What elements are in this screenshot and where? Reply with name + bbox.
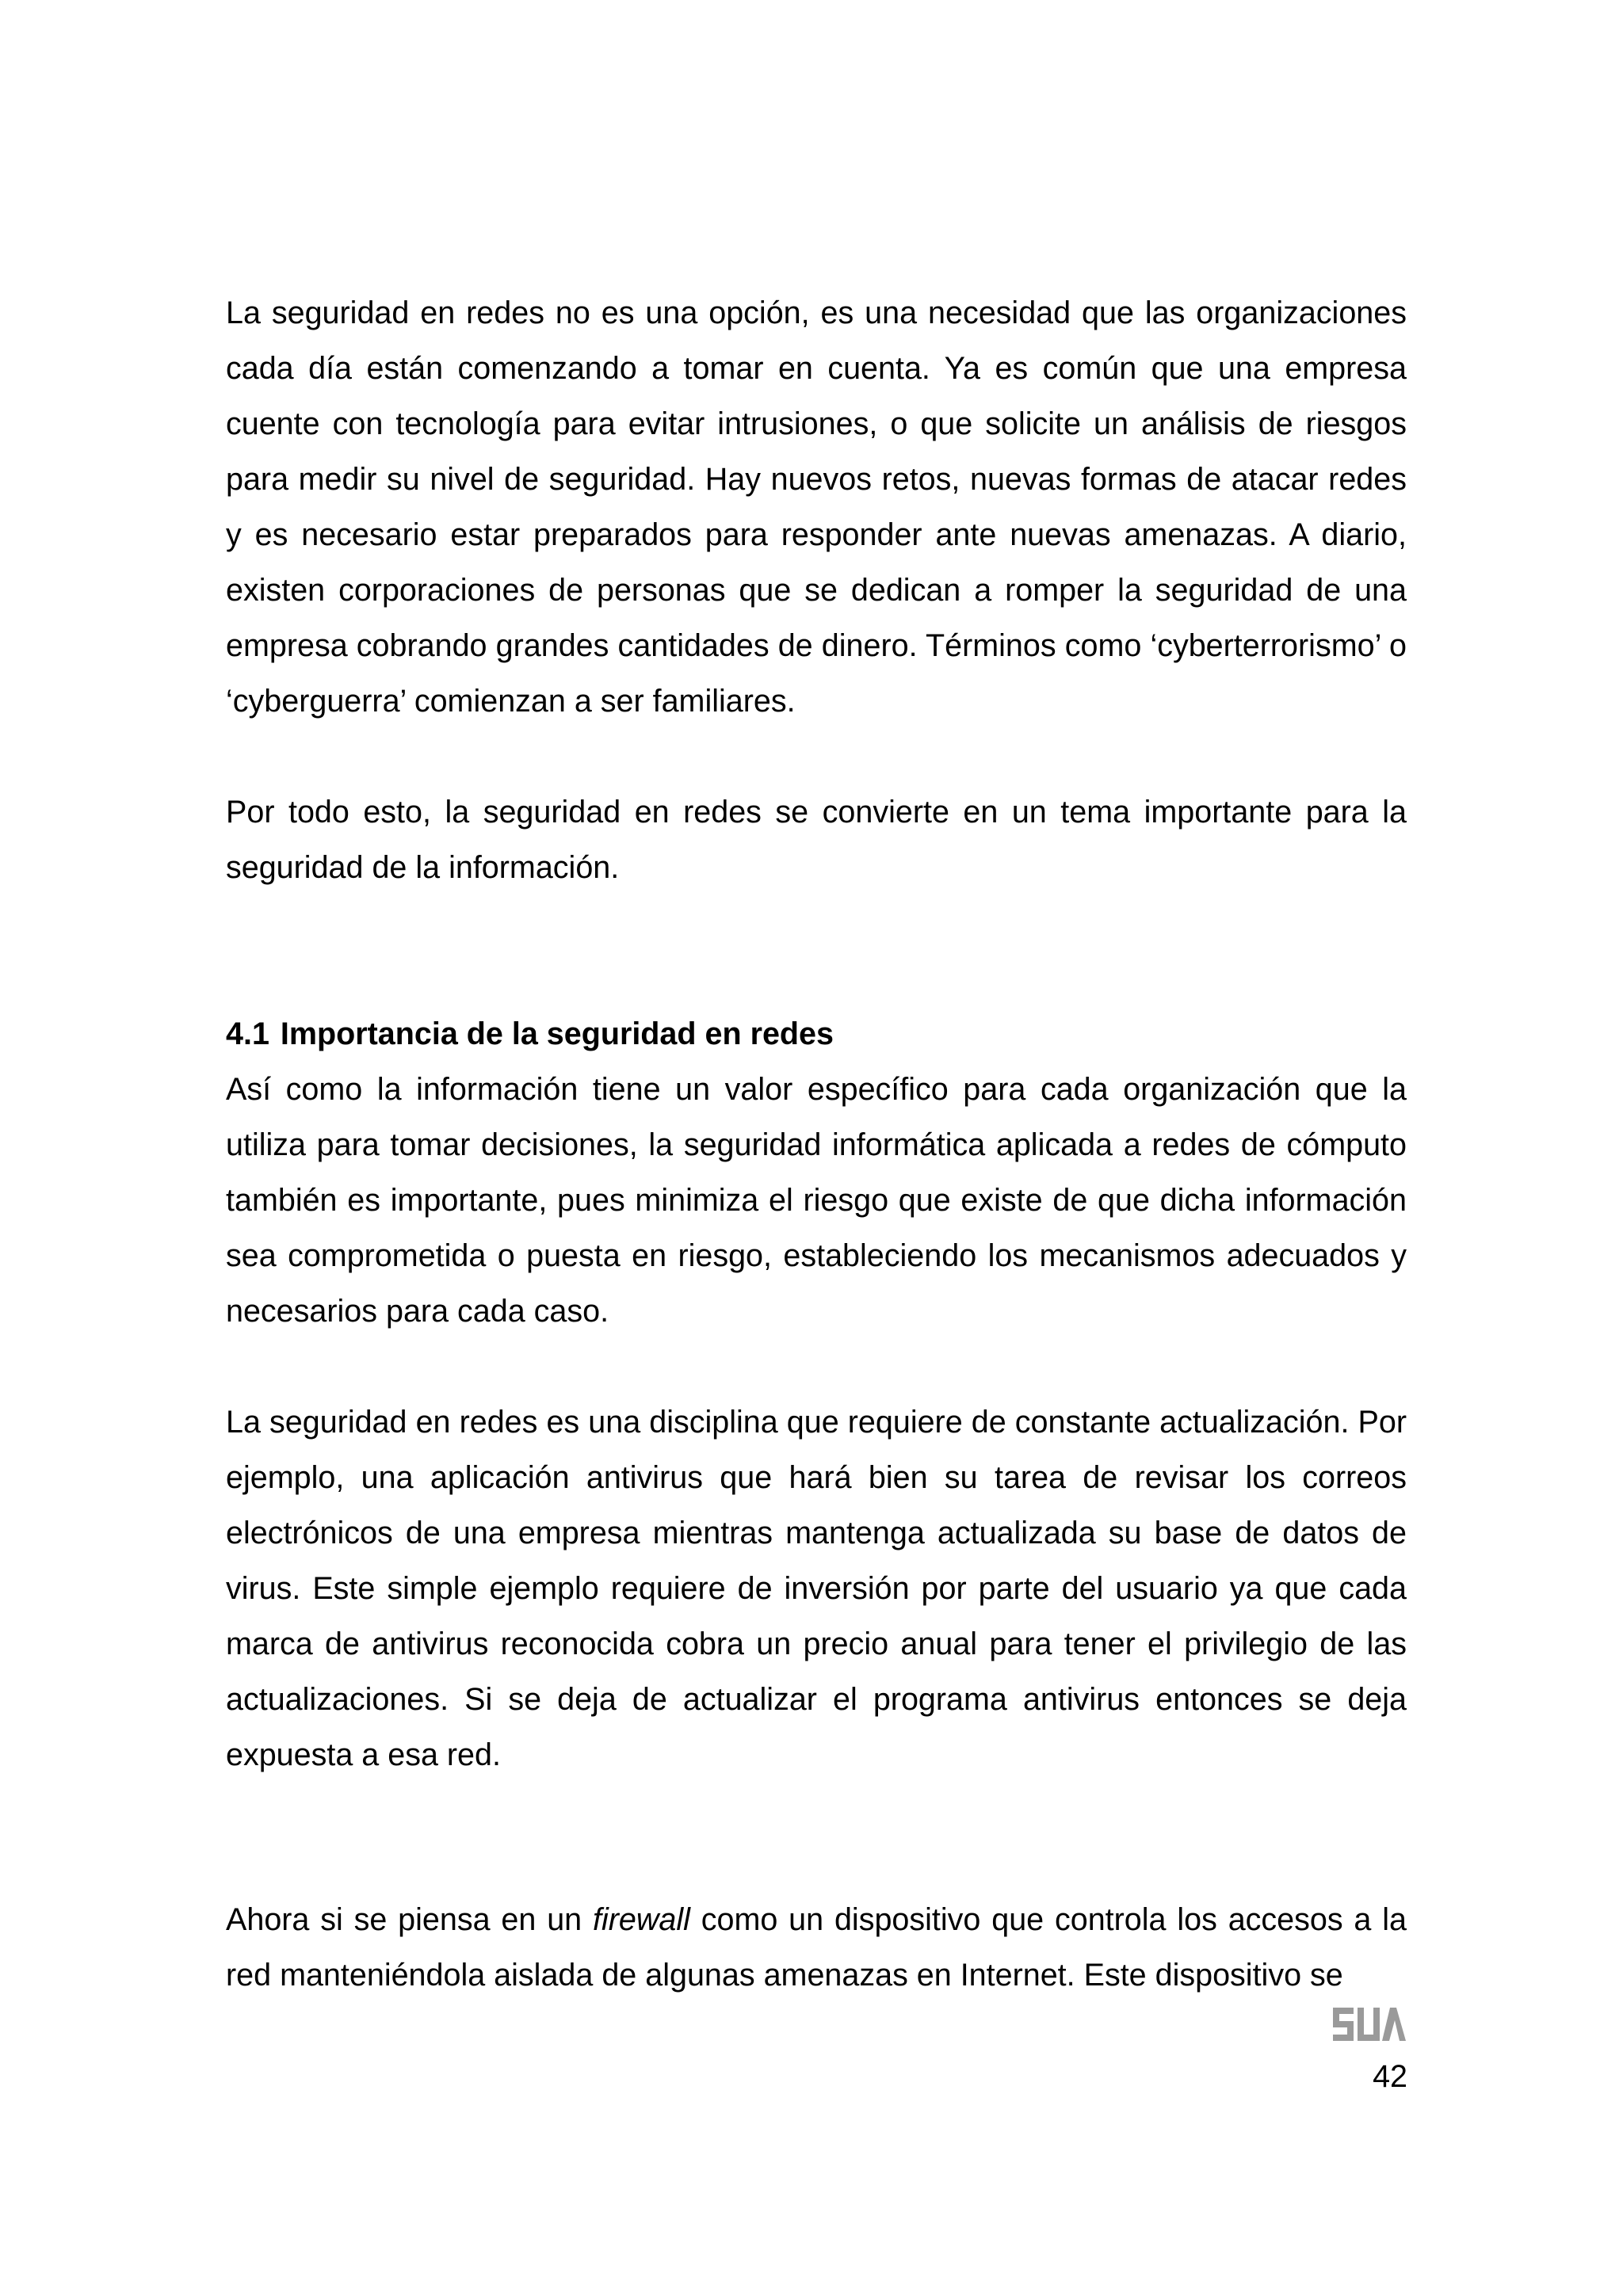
section-spacer <box>226 895 1407 1006</box>
firewall-term: firewall <box>592 1902 690 1937</box>
paragraph-antivirus: La seguridad en redes es una disciplina que requiere de constante actualización. Por ejemplo, una aplicación antivirus que hará bien su tarea de revisar los correos electrónicos de una empresa mientras mantenga actualizada su base de datos de virus. Este simple ejemplo requiere de inversión por parte del usuario ya que cada marca de antivirus reconocida cobra un precio anual para tener el privilegio de las actualizaciones. Si se deja de actualizar el programa antivirus entonces se deja expuesta a esa red. <box>226 1405 1407 1772</box>
section-number: 4.1 <box>226 1016 269 1051</box>
paragraph-firewall <box>226 1892 1407 2003</box>
page-content <box>226 285 1407 2003</box>
paragraph-importance: Así como la información tiene un valor específico para cada organización que la utiliza para tomar decisiones, la seguridad informática aplicada a redes de cómputo también es importante, pues minimiza el riesgo que existe de que dicha información sea comprometida o puesta en riesgo, estableciendo los mecanismos adecuados y necesarios para cada caso. <box>226 1072 1407 1329</box>
sua-logo <box>1331 2006 1407 2042</box>
section-heading <box>226 1006 1407 1062</box>
paragraph-spacer <box>226 729 1407 784</box>
paragraph-conclusion: Por todo esto, la seguridad en redes se convierte en un tema importante para la seguridad de la información. <box>226 795 1407 885</box>
paragraph-intro: La seguridad en redes no es una opción, es una necesidad que las organizaciones cada día están comenzando a tomar en cuenta. Ya es común que una empresa cuente con tecnología para evitar intrusiones, o que solicite un análisis de riesgos para medir su nivel de seguridad. Hay nuevos retos, nuevas formas de atacar redes y es necesario estar preparados para responder ante nuevas amenazas. A diario, existen corporaciones de personas que se dedican a romper la seguridad de una empresa cobrando grandes cantidades de dinero. Términos como ‘cyberterrorismo’ o ‘cyberguerra’ comienzan a ser familiares. <box>226 296 1407 719</box>
section-title: Importancia de la seguridad en redes <box>280 1016 834 1051</box>
paragraph-firewall-end: como un dispositivo que controla los accesos a la red manteniéndola aislada de algunas amenazas en Internet. Este dispositivo se <box>226 1902 1407 1993</box>
page-number: 42 <box>1373 2059 1407 2094</box>
paragraph-firewall-start: Ahora si se piensa en un <box>226 1902 593 1937</box>
paragraph-spacer <box>226 1339 1407 1394</box>
paragraph-spacer <box>226 1783 1407 1892</box>
